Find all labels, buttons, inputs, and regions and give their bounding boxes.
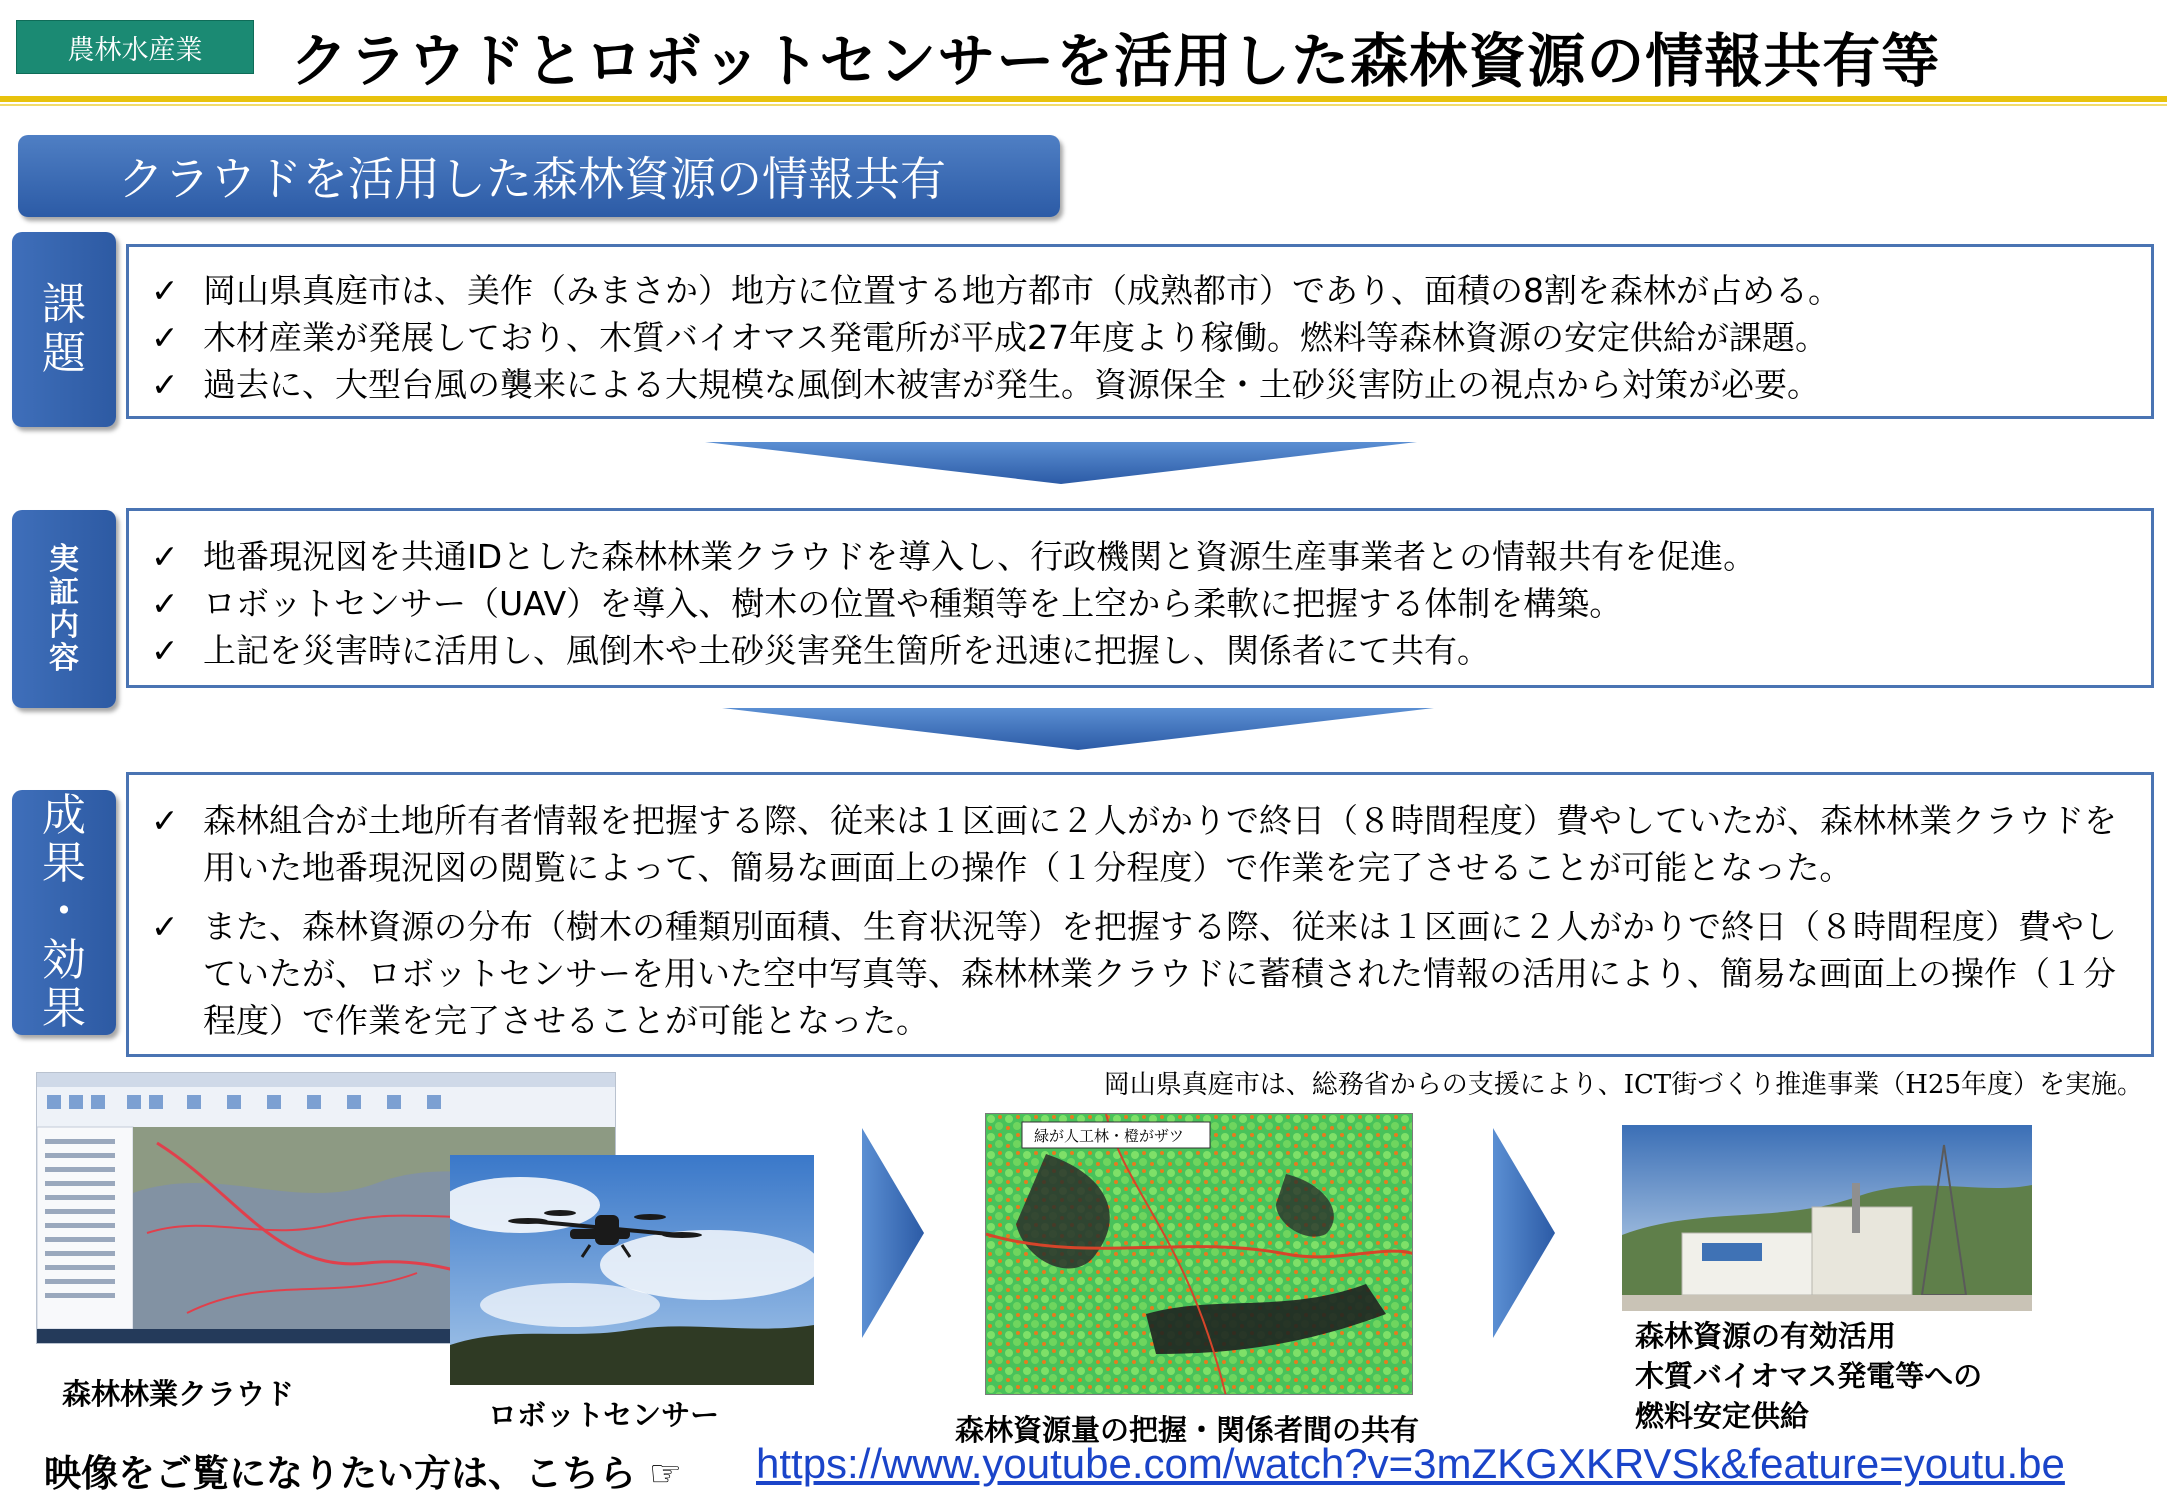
check-icon: ✓ [151, 271, 179, 310]
seika-item [145, 903, 2135, 1044]
tab-seika [12, 790, 116, 1035]
tab-jissho-char-2: 証 [49, 575, 79, 610]
caption-fuel-line-3: 燃料安定供給 [1635, 1399, 1810, 1433]
jissho-item [145, 580, 2151, 627]
kadai-item [145, 267, 2151, 314]
drone-photo [450, 1155, 814, 1385]
tab-seika-char-3: ・ [42, 886, 86, 938]
check-icon: ✓ [151, 584, 179, 623]
category-tag: 農林水産業 [16, 20, 254, 74]
forest-map-label: 緑が人工林・橙がザツ [1034, 1127, 1184, 1145]
check-icon: ✓ [151, 907, 179, 946]
caption-cloud: 森林林業クラウド [62, 1377, 295, 1411]
header-divider [0, 96, 2167, 102]
drone-image [450, 1155, 814, 1385]
jissho-item [145, 533, 2151, 580]
kadai-item-text: 木材産業が発展しており、木質バイオマス発電所が平成27年度より稼働。燃料等森林資源の安定供給が課題。 [203, 318, 1829, 357]
tab-jissho [12, 510, 116, 708]
tab-jissho-char-3: 内 [49, 608, 79, 643]
kadai-item [145, 314, 2151, 361]
seika-box [126, 772, 2154, 1057]
kadai-box [126, 244, 2154, 419]
right-arrow-icon [1493, 1128, 1555, 1338]
check-icon: ✓ [151, 631, 179, 670]
tab-seika-char-2: 果 [42, 837, 86, 889]
caption-share: 森林資源量の把握・関係者間の共有 [955, 1413, 1420, 1447]
video-note: 映像をご覧になりたい方は、こちら ☞ [44, 1452, 683, 1495]
seika-item-text: また、森林資源の分布（樹木の種類別面積、生育状況等）を把握する際、従来は１区画に２人がかりで終日（８時間程度）費やしていたが、ロボットセンサーを用いた空中写真等、森林林業クラウドに蓄積された情報の活用により、簡易な画面上の操作（１分程度）で作業を完了させることが可能となった。 [203, 907, 2117, 1040]
tab-kadai-char-1: 課 [42, 279, 86, 331]
jissho-item-text: 地番現況図を共通IDとした森林林業クラウドを導入し、行政機関と資源生産事業者との情報共有を促進。 [203, 537, 1757, 576]
jissho-item [145, 627, 2151, 674]
forest-map [985, 1113, 1413, 1395]
page-title: クラウドとロボットセンサーを活用した森林資源の情報共有等 [290, 27, 1941, 95]
tab-seika-char-5: 果 [42, 983, 86, 1035]
jissho-box [126, 508, 2154, 688]
check-icon: ✓ [151, 318, 179, 357]
down-arrow-icon [705, 442, 1417, 484]
kadai-item-text: 岡山県真庭市は、美作（みまさか）地方に位置する地方都市（成熟都市）であり、面積の8割を森林が占める。 [203, 271, 1841, 310]
tab-seika-char-1: 成 [42, 789, 86, 841]
tab-kadai-char-2: 題 [42, 327, 86, 379]
jissho-item-text: 上記を災害時に活用し、風倒木や土砂災害発生箇所を迅速に把握し、関係者にて共有。 [203, 631, 1490, 670]
right-arrow-icon [862, 1128, 924, 1338]
caption-fuel-line-1: 森林資源の有効活用 [1635, 1319, 1897, 1353]
caption-fuel-line-2: 木質バイオマス発電等への [1635, 1359, 1983, 1393]
check-icon: ✓ [151, 537, 179, 576]
tab-jissho-char-4: 容 [49, 641, 79, 676]
caption-fuel [1635, 1316, 1982, 1436]
tab-seika-char-4: 効 [42, 934, 86, 986]
tab-jissho-char-1: 実 [49, 542, 79, 577]
header-divider-thin [0, 104, 2167, 106]
support-note: 岡山県真庭市は、総務省からの支援により、ICT街づくり推進事業（H25年度）を実施。 [1103, 1070, 2143, 1100]
kadai-item-text: 過去に、大型台風の襲来による大規模な風倒木被害が発生。資源保全・土砂災害防止の視点から対策が必要。 [203, 365, 1820, 404]
biomass-plant-illustration [1622, 1125, 2032, 1311]
section-banner: クラウドを活用した森林資源の情報共有 [18, 135, 1060, 217]
jissho-item-text: ロボットセンサー（UAV）を導入、樹木の位置や種類等を上空から柔軟に把握する体制を構築。 [203, 584, 1623, 623]
forest-map-image [986, 1114, 1413, 1395]
seika-item [145, 797, 2135, 891]
caption-robot: ロボットセンサー [488, 1398, 720, 1432]
down-arrow-icon [722, 708, 1434, 750]
seika-item-text: 森林組合が土地所有者情報を把握する際、従来は１区画に２人がかりで終日（８時間程度）費やしていたが、森林林業クラウドを用いた地番現況図の閲覧によって、簡易な画面上の操作（１分程度）で作業を完了させることが可能となった。 [203, 801, 2117, 887]
check-icon: ✓ [151, 801, 179, 840]
biomass-plant-image [1622, 1125, 2032, 1311]
tab-kadai [12, 232, 116, 427]
video-link[interactable]: https://www.youtube.com/watch?v=3mZKGXKRVSk&feature=youtu.be [756, 1440, 2065, 1487]
check-icon: ✓ [151, 365, 179, 404]
kadai-item [145, 361, 2151, 408]
